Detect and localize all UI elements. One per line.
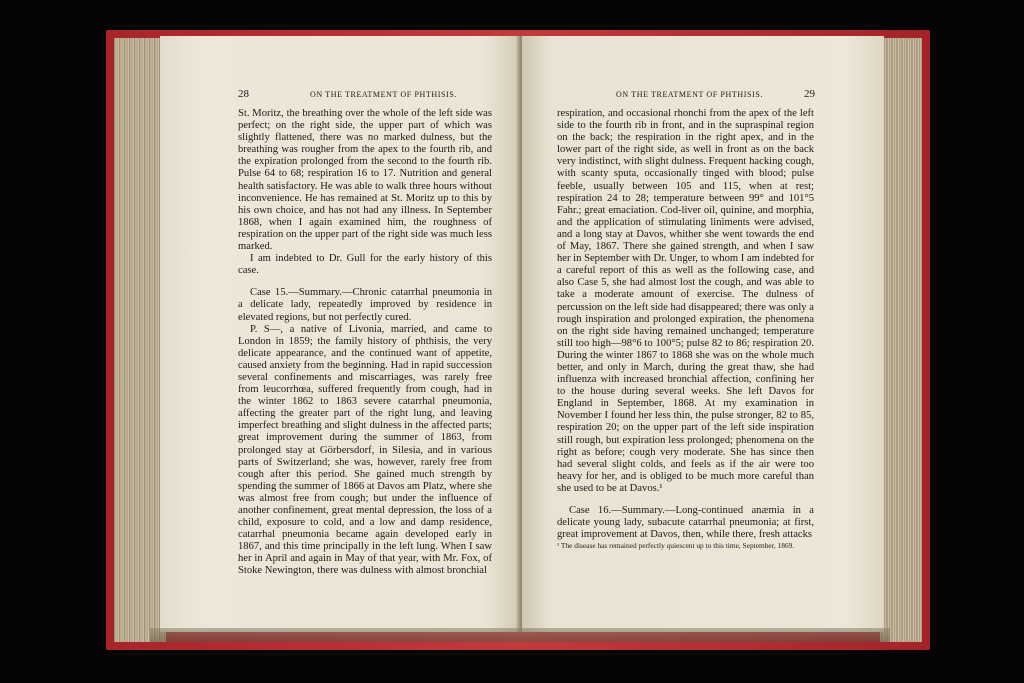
right-page — [522, 36, 884, 632]
page-number: 29 — [804, 88, 815, 100]
running-head: ON THE TREATMENT OF PHTHISIS. — [310, 90, 457, 99]
page-number: 28 — [238, 88, 249, 100]
paragraph: I am indebted to Dr. Gull for the early history of this case. — [238, 253, 492, 277]
page-edges-right — [880, 38, 922, 642]
paragraph: P. S—, a native of Livonia, married, and came to London in 1859; the family history of phthisis, the very delicate appearance, and the continued want of appetite, caused anxiety from the beginning. Had in rapid succession several confinements and miscarriages, was rarely free from leucorrhœa, suffered frequently from cough, had in the winter 1862 to 1863 severe catarrhal pneumonia, affecting the greater part of the right lung, and leaving imperfect breathing and slight dulness in the affected parts; great improvement during the summer of 1863, from prolonged stay at Görbersdorf, in Silesia, and in various parts of Switzerland; she was, however, rarely free from cough after this period. She gained much strength by spending the summer of 1866 at Davos am Platz, where she was almost free from cough; but under the influence of another confinement, great mental depression, the loss of a child, exposure to cold, and a low and damp residence, catarrhal pneumonia became again developed early in 1867, and this time principally in the left lung. When I saw her in April and again in May of that year, with Mr. Fox, of Stoke Newington, there was dulness with almost bronchial — [238, 323, 492, 577]
book-bottom-shadow — [150, 628, 890, 642]
footnote: ¹ The disease has remained perfectly quiescent up to this time, September, 1869. — [557, 541, 795, 551]
paragraph: respiration, and occasional rhonchi from the apex of the left side to the fourth rib in front, and in the supraspinal region on the back; the respiration in the right apex, and in the lower part of the right side, as well in front as on the back very indistinct, with slight dulness. Frequent hacking cough, with scanty sputa, occasionally tinged with blood; pulse feeble, usually between 105 and 115, when at rest; respiration 24 to 28; temperature between 99° and 101°5 Fahr.; great emaciation. Cod-liver oil, quinine, and morphia, and the application of stimulating liniments were advised, and a long stay at Davos, whither she went towards the end of May, 1867. There she gained strength, and when I saw her in September with Dr. Unger, to whom I am indebted for a careful report of this as well as the following case, and also Case 5, she had almost lost the cough, and was able to take a moderate amount of exercise. The dulness of percussion on the left side had disappeared; there was only a rough inspiration and prolonged expiration, the phenomena on the right side having remained unchanged; temperature still too high—98°6 to 100°5; pulse 82 to 86; respiration 20. During the winter 1867 to 1868 she was on the whole much better, and only in March, during the great thaw, she had influenza with increased bronchial affection, confining her to the house during several weeks. She left Davos for England in September, 1868. At my examination in November I found her less thin, the pulse stronger, 82 to 85, respiration 20; on the upper part of the left side inspiration still rough, but expiration less prolonged; phenomena on the right as before; cough very moderate. She has since then had several slight colds, and feels as if the air were too heavy for her, and is obliged to be much more careful than she used to be at Davos.¹ — [557, 108, 815, 494]
paragraph: St. Moritz, the breathing over the whole of the left side was perfect; on the right side, the upper part of which was slightly flattened, there was no marked dulness, but the breathing was rougher from the apex to the fourth rib, and the expiration prolonged from the second to the fourth rib. Pulse 64 to 68; respiration 16 to 17. Nutrition and general health satisfactory. He was able to walk three hours without inconvenience. He has remained at St. Moritz up to this by his own choice, and has not had any illness. In September 1868, when I again examined him, the roughness of respiration on the upper part of the right side was much less marked. — [238, 108, 492, 253]
case-summary: Case 16.—Summary.—Long-continued anæmia in a delicate young lady, subacute catarrhal pneumonia; at first, great improvement at Davos, then, while there, fresh attacks — [557, 505, 814, 541]
page-text — [238, 108, 492, 578]
page-edges-left — [114, 38, 166, 642]
running-head: ON THE TREATMENT OF PHTHISIS. — [616, 90, 763, 99]
case-summary: Case 15.—Summary.—Chronic catarrhal pneumonia in a delicate lady, repeatedly improved by residence in elevated regions, but not perfectly cured. — [238, 287, 492, 323]
page-text — [557, 108, 814, 550]
left-page — [160, 36, 520, 632]
